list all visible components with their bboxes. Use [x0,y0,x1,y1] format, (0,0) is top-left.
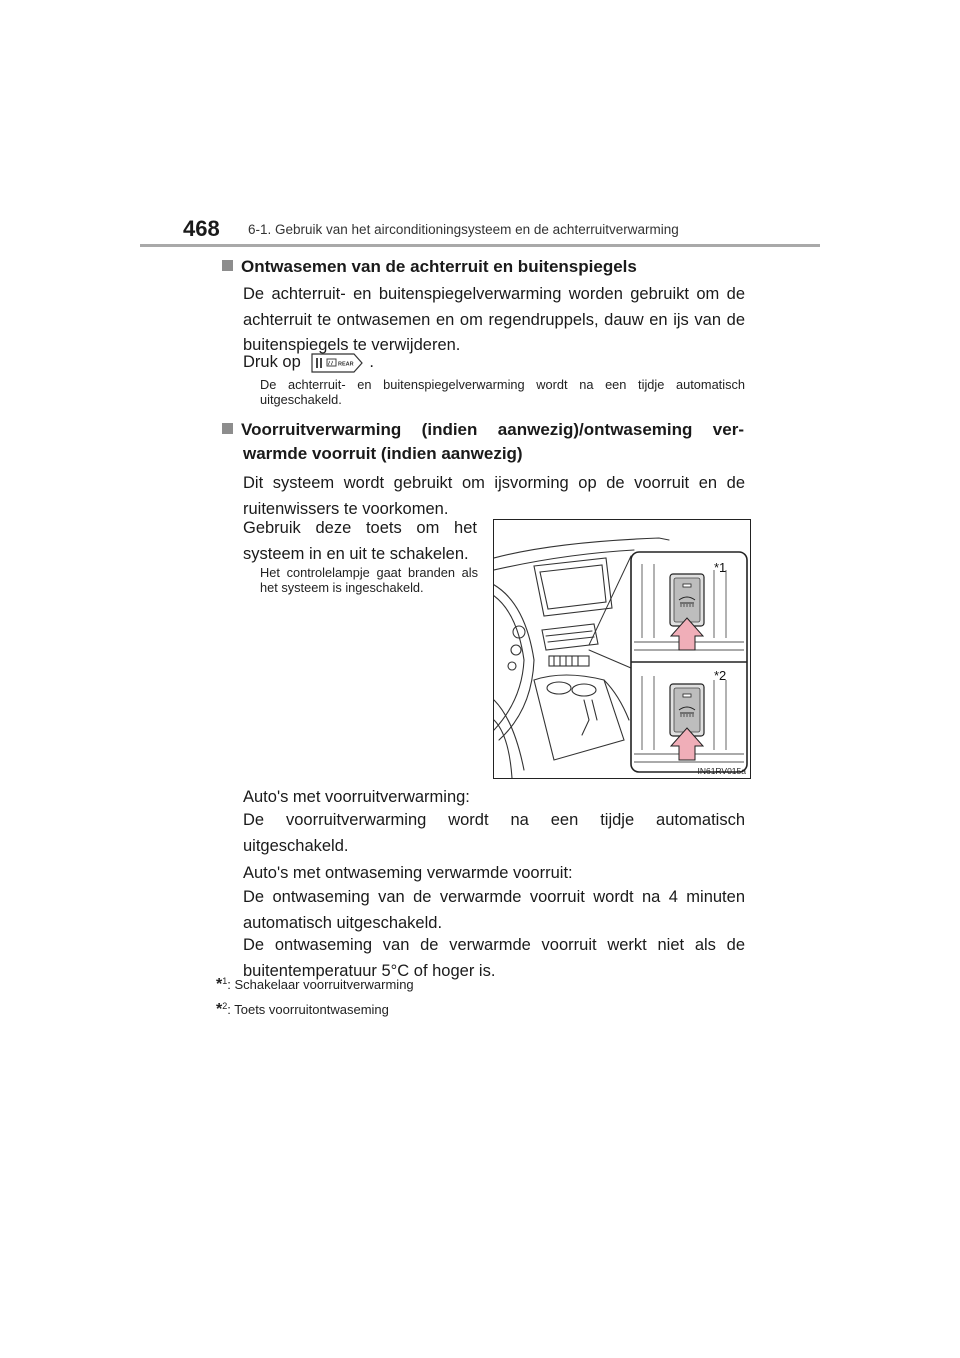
rear-button-label: REAR [338,361,354,368]
windshield-heater-use-text: Gebruik deze toets om het systeem in en uit te schakelen. [243,519,477,563]
press-prefix: Druk op [243,353,301,371]
figure-callout-2: *2 [714,668,727,683]
heading-square-icon [222,260,233,271]
windshield-heater-description: Dit systeem wordt gebruikt om ijsvorming op de voorruit en de ruitenwissers te voorkomen. [243,474,745,518]
figure-callout-1: *1 [714,560,727,575]
figure-code: IN61RV015a [697,766,746,776]
windshield-heater-indicator-note: Het controlelampje gaat branden als het systeem is ingeschakeld. [260,565,478,595]
heading-square-icon [222,423,233,434]
heated-windshield-defog-label: Auto's met ontwaseming verwarmde voorruit: [243,864,573,882]
page-number: 468 [183,216,220,241]
rear-defogger-press-instruction [243,350,745,376]
section-heading-windshield-heater: Voorruitverwarming (indien aanwezig)/ontwaseming ver- [222,418,744,442]
section-heading-rear-defogger: Ontwasemen van de achterruit en buitenspiegels [222,255,744,279]
windshield-heater-auto-off-text: De voorruitverwarming wordt na een tijdje automatisch uitgeschakeld. [243,811,745,855]
dashboard-illustration [494,520,750,778]
rear-defogger-note: De achterruit- en buitenspiegelverwarming wordt na een tijdje automatisch uitgeschakeld. [260,377,745,407]
press-suffix: . [369,353,374,371]
windshield-heater-figure [493,519,751,779]
header-rule [140,244,820,247]
windshield-heater-label: Auto's met voorruitverwarming: [243,788,470,806]
heated-windshield-defog-text: De ontwaseming van de verwarmde voorruit wordt na 4 minuten automatisch uitgeschakeld. [243,888,745,932]
section-heading-windshield-heater-line2: warmde voorruit (indien aanwezig) [243,444,523,463]
rear-defogger-description: De achterruit- en buitenspiegelverwarming worden gebruikt om de achterruit te ontwasemen en om regendruppels, dauw en ijs van de buitenspiegels te verwijderen. [243,285,745,354]
footnote-2: *$^2$: Toets voorruitontwaseming [216,1001,389,1018]
footnote-1: *$^1$: Schakelaar voorruitverwarming [216,976,414,993]
rear-defogger-button-icon [310,352,364,374]
chapter-title: 6-1. Gebruik van het airconditioningsysteem en de achterruitverwarming [248,222,679,237]
outside-temperature-note: De ontwaseming van de verwarmde voorruit werkt niet als de buitentemperatuur 5°C of hoger is. [243,936,745,980]
